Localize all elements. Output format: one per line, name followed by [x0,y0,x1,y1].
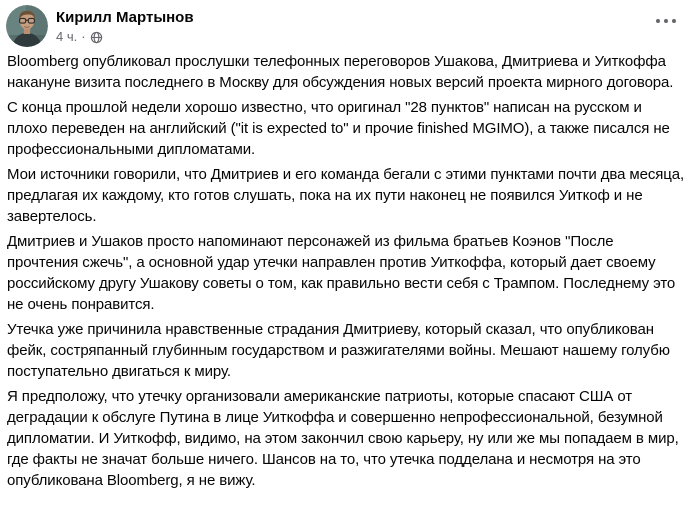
timestamp[interactable]: 4 ч. [56,29,78,44]
header-meta [56,5,194,45]
post-paragraph: Мои источники говорили, что Дмитриев и его команда бегали с этими пунктами почти два месяца, предлагая их каждому, кто готов слушать, пока на их пути наконец не появился Уиткоф и не завертелось. [7,166,685,225]
globe-icon [90,31,103,44]
post-paragraph: Дмитриев и Ушаков просто напоминают персонажей из фильма братьев Коэнов "После прочтения сжечь", а основной удар утечки направлен против Уиткоффа, который дает своему российскому другу Ушакову советы о том, как правильно вести себя с Трампом. Последнему это не очень понравится. [7,233,676,313]
avatar[interactable] [6,5,48,47]
avatar-image [6,5,48,47]
post-text [0,47,694,491]
author-name[interactable]: Кирилл Мартынов [56,9,194,26]
post-header [0,0,694,47]
more-options-button[interactable] [650,9,682,33]
post-paragraph: Утечка уже причинила нравственные страдания Дмитриеву, который сказал, что опубликован фейк, состряпанный глубинным государством и разжигателями войны. Мешают нашему голубю поступательно двигаться к миру. [7,321,670,380]
post-paragraph: Bloomberg опубликовал прослушки телефонных переговоров Ушакова, Дмитриева и Уиткоффа накануне визита последнего в Москву для обсуждения новых версий проекта мирного договора. [7,53,674,91]
meta-separator: · [81,29,86,44]
post-meta-row [56,29,194,45]
post-paragraph: С конца прошлой недели хорошо известно, что оригинал "28 пунктов" написан на русском и плохо переведен на английский ("it is expected to" и прочие finished MGIMO), а также писался не профессиональными дипломатами. [7,99,670,158]
post-paragraph: Я предположу, что утечку организовали американские патриоты, которые спасают США от деградации к обслуге Путина в лице Уиткоффа и совершенно непрофессиональной, безумной дипломатии. И Уиткофф, видимо, на этом закончил свою карьеру, ну или же мы попадаем в мир, где факты не значат больше ничего. Шансов на то, что утечка подделана и несмотря на это опубликована Bloomberg, я не вижу. [7,388,679,489]
ellipsis-icon [656,19,660,23]
